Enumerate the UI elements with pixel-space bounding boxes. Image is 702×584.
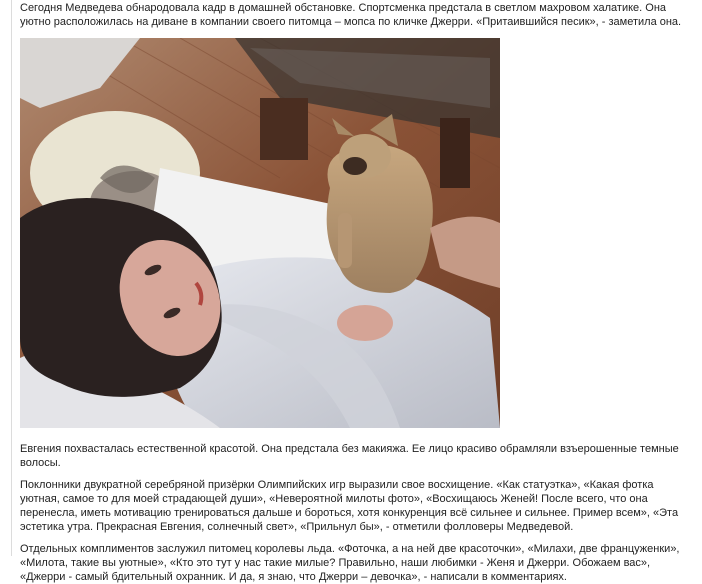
article-paragraph-beauty: Евгения похвасталась естественной красотой. Она предстала без макияжа. Ее лицо красиво обрамляли взъерошенные темные волосы. [20,443,679,469]
hand [337,305,393,341]
article-body [20,1,696,584]
article-photo [20,38,500,428]
photo-illustration [20,38,500,428]
article-paragraph-compliments: Отдельных комплиментов заслужил питомец королевы льда. «Фоточка, а на ней две красоточки», «Милахи, две француженки», «Милота, такие вы уютные», «Кто это тут у нас такие милые? Правильно, наши любимки - Женя и Джерри. Обожаем вас», «Джерри - самый бдительный охранник. И да, я знаю, что Джерри – девочка», - написали в комментариях. [20,543,680,583]
left-divider [11,0,12,556]
article-paragraph-fans: Поклонники двукратной серебряной призёрки Олимпийских игр выразили свое восхищение. «Как статуэтка», «Какая фотка уютная, самое то для моей страдающей души», «Невероятной милоты фото», «Восхищаюсь Женей! После всего, что она перенесла, иметь мотивацию тренироваться дальше и бороться, хотя конкуренция всё сильнее и сильнее. Пример всем», «Эта эстетика утра. Прекрасная Евгения, солнечный свет», «Прильнул бы», - отметили фолловеры Медведевой. [20,479,679,533]
article-paragraph-intro: Сегодня Медведева обнародовала кадр в домашней обстановке. Спортсменка предстала в светлом махровом халатике. Она уютно расположилась на диване в компании своего питомца – мопса по кличке Джерри. «Притаившийся песик», - заметила она. [20,2,682,28]
